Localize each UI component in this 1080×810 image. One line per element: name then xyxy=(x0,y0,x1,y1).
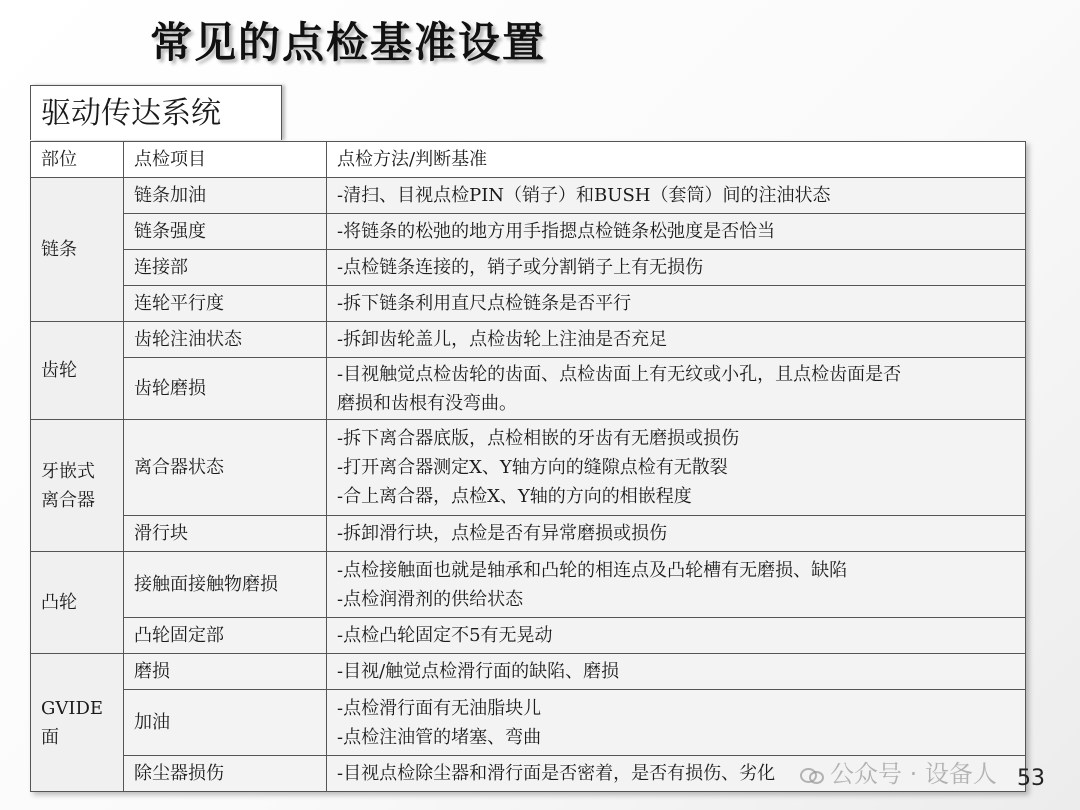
method-line: -目视点检除尘器和滑行面是否密着，是否有损伤、劣化 xyxy=(337,763,776,784)
table-row xyxy=(31,420,1026,516)
method-cell xyxy=(327,516,1026,552)
table-row xyxy=(31,654,1026,690)
table-row xyxy=(31,690,1026,756)
item-cell: 除尘器损伤 xyxy=(124,756,327,792)
part-cell xyxy=(31,654,124,792)
wechat-logo-icon xyxy=(800,766,824,784)
item-cell: 滑行块 xyxy=(124,516,327,552)
method-cell xyxy=(327,178,1026,214)
table-row xyxy=(31,618,1026,654)
part-cell: 齿轮 xyxy=(31,322,124,420)
table-row xyxy=(31,286,1026,322)
method-line: -清扫、目视点检PIN（销子）和BUSH（套筒）间的注油状态 xyxy=(337,185,831,206)
part-cell: 链条 xyxy=(31,178,124,322)
method-line: -拆下链条利用直尺点检链条是否平行 xyxy=(337,293,632,314)
method-cell xyxy=(327,654,1026,690)
method-cell xyxy=(327,690,1026,756)
method-cell xyxy=(327,420,1026,516)
inspection-table xyxy=(30,141,1026,792)
part-cell: 凸轮 xyxy=(31,552,124,654)
method-line: -将链条的松弛的地方用手指摁点检链条松弛度是否恰当 xyxy=(337,221,776,242)
table-row xyxy=(31,178,1026,214)
item-cell: 齿轮磨损 xyxy=(124,358,327,420)
watermark-text: 公众号 · 设备人 xyxy=(830,760,997,788)
watermark xyxy=(800,754,997,789)
header-method: 点检方法/判断基准 xyxy=(327,142,1026,178)
section-tab: 驱动传达系统 xyxy=(30,85,282,140)
table-header-row xyxy=(31,142,1026,178)
method-line: -点检润滑剂的供给状态 xyxy=(337,588,524,610)
method-cell xyxy=(327,322,1026,358)
item-cell: 凸轮固定部 xyxy=(124,618,327,654)
table-row xyxy=(31,322,1026,358)
method-line: -点检滑行面有无油脂块儿 xyxy=(337,697,542,719)
method-line: -合上离合器，点检X、Y轴的方向的相嵌程度 xyxy=(337,486,692,507)
table-row xyxy=(31,250,1026,286)
method-line: -拆卸齿轮盖儿，点检齿轮上注油是否充足 xyxy=(337,329,668,350)
item-cell: 连接部 xyxy=(124,250,327,286)
item-cell: 加油 xyxy=(124,690,327,756)
item-cell: 链条强度 xyxy=(124,214,327,250)
method-line: -点检接触面也就是轴承和凸轮的相连点及凸轮槽有无磨损、缺陷 xyxy=(337,559,848,581)
page-title: 常见的点检基准设置 xyxy=(150,18,547,67)
table-row xyxy=(31,214,1026,250)
method-cell xyxy=(327,618,1026,654)
header-part: 部位 xyxy=(31,142,124,178)
method-cell xyxy=(327,214,1026,250)
part-line: 牙嵌式 xyxy=(41,460,95,482)
item-cell: 齿轮注油状态 xyxy=(124,322,327,358)
part-cell xyxy=(31,420,124,552)
item-cell: 连轮平行度 xyxy=(124,286,327,322)
method-line: 磨损和齿根有没弯曲。 xyxy=(337,392,517,414)
item-cell: 接触面接触物磨损 xyxy=(124,552,327,618)
table-row xyxy=(31,358,1026,420)
page-number: 53 xyxy=(1017,766,1045,791)
method-cell xyxy=(327,250,1026,286)
method-line: -拆下离合器底版，点检相嵌的牙齿有无磨损或损伤 xyxy=(337,428,740,449)
part-line: GVIDE xyxy=(41,697,104,719)
item-cell: 离合器状态 xyxy=(124,420,327,516)
table-row xyxy=(31,516,1026,552)
method-cell xyxy=(327,358,1026,420)
part-line: 面 xyxy=(41,726,59,748)
table-row xyxy=(31,552,1026,618)
part-line: 离合器 xyxy=(41,489,95,511)
header-item: 点检项目 xyxy=(124,142,327,178)
method-line: -目视触觉点检齿轮的齿面、点检齿面上有无纹或小孔，且点检齿面是否 xyxy=(337,363,902,385)
method-cell xyxy=(327,552,1026,618)
method-cell xyxy=(327,286,1026,322)
method-line: -目视/触觉点检滑行面的缺陷、磨损 xyxy=(337,661,620,682)
method-line: -打开离合器测定X、Y轴方向的缝隙点检有无散裂 xyxy=(337,457,728,478)
item-cell: 磨损 xyxy=(124,654,327,690)
method-line: -点检凸轮固定不5有无晃动 xyxy=(337,625,553,646)
method-line: -点检注油管的堵塞、弯曲 xyxy=(337,726,542,748)
method-line: -拆卸滑行块，点检是否有异常磨损或损伤 xyxy=(337,523,668,544)
item-cell: 链条加油 xyxy=(124,178,327,214)
method-line: -点检链条连接的，销子或分割销子上有无损伤 xyxy=(337,257,704,278)
